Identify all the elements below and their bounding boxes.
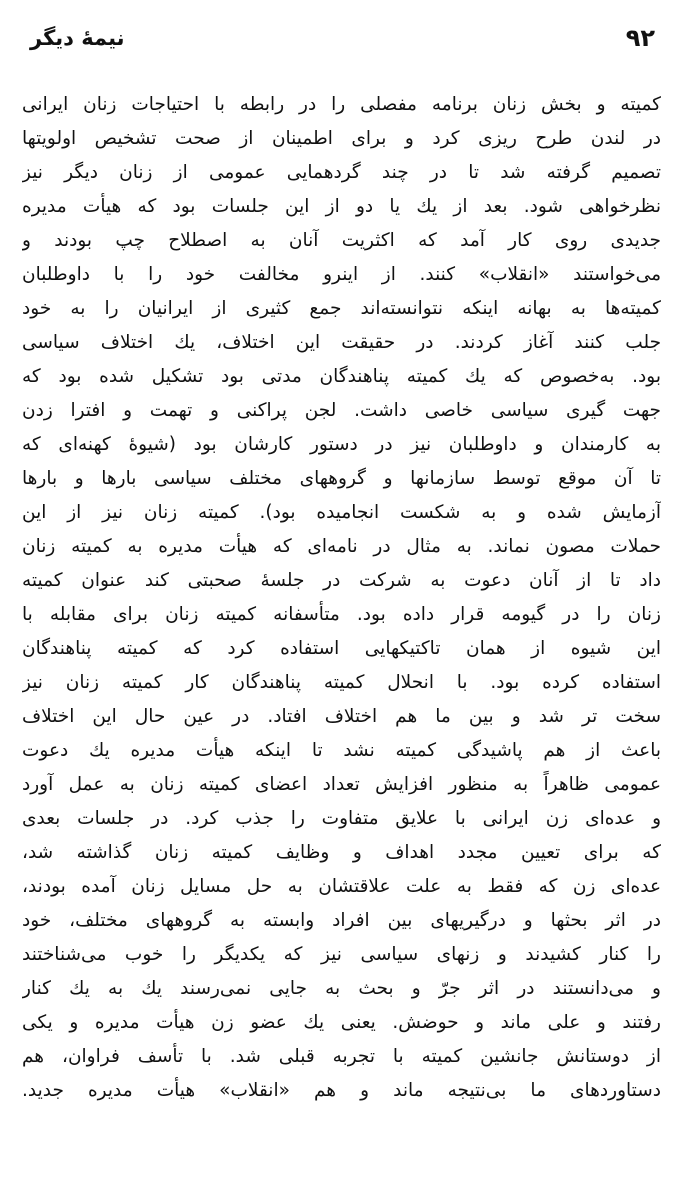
text-line: دستاوردهای ما بی‌نتیجه ماند و هم «انقلاب» هیأت مدیره جدید.: [22, 1080, 661, 1101]
text-line: از دوستانش جانشین کمیته با تجربه قبلی شد. با تأسف فراوان، هم: [22, 1046, 661, 1067]
text-line: حملات مصون نماند. به مثال در نامه‌ای که هیأت مدیره به کمیته زنان: [22, 536, 661, 557]
text-line: که برای تعیین مجدد اهداف و وظایف کمیته زنان گذاشته شد،: [22, 842, 661, 863]
text-line: این شیوه از همان تاکتیکهایی استفاده کرد که کمیته پناهندگان: [22, 638, 661, 659]
text-line: نظرخواهی شود. بعد از یك یا دو از این جلسات بود که هیأت مدیره: [22, 196, 661, 217]
text-line: رفتند و علی ماند و حوضش. یعنی یك عضو زن هیأت مدیره و یکی: [22, 1012, 661, 1033]
text-line: به کارمندان و داوطلبان نیز در دستور کارشان بود (شیوهٔ کهنه‌ای که: [22, 434, 661, 455]
text-line: جهت گیری سیاسی خاصی داشت. لجن پراکنی و تهمت و افترا زدن: [22, 400, 661, 421]
text-line: و عده‌ای زن ایرانی با علایق متفاوت را جذب کرد. در جلسات بعدی: [22, 808, 661, 829]
book-title: نیمهٔ دیگر: [30, 26, 125, 50]
text-line: و می‌دانستند در اثر جرّ و بحث به جایی نمی‌رسند یك به یك کنار: [22, 978, 661, 999]
text-line: در لندن طرح ریزی کرد و برای اطمینان از صحت تشخیص اولویتها: [22, 128, 661, 149]
text-line: را کنار کشیدند و زنهای سیاسی نیز که یکدیگر را خوب می‌شناختند: [22, 944, 661, 965]
text-line: زنان را در گیومه قرار داده بود. متأسفانه کمیته زنان برای مقابله با: [22, 604, 661, 625]
text-line: استفاده کرده بود. با انحلال کمیته پناهندگان کار کمیته زنان نیز: [22, 672, 661, 693]
text-line: بود. به‌خصوص که یك کمیته پناهندگان مدتی بود تشکیل شده بود که: [22, 366, 661, 387]
text-line: سخت تر شد و بین ما هم اختلاف افتاد. در عین حال این اختلاف: [22, 706, 661, 727]
text-line: آزمایش شده و به شکست انجامیده بود). کمیته زنان نیز از این: [22, 502, 661, 523]
body-paragraph: [22, 88, 661, 1108]
text-line: تا آن موقع توسط سازمانها و گروههای مختلف سیاسی بارها و بارها: [22, 468, 661, 489]
text-line: باعث از هم پاشیدگی کمیته نشد تا اینکه هیأت مدیره یك دعوت: [22, 740, 661, 761]
text-line: می‌خواستند «انقلاب» کنند. از اینرو مخالفت خود را با داوطلبان: [22, 264, 661, 285]
page-number: ۹۲: [625, 24, 655, 52]
text-line: تصمیم گرفته شد تا در چند گردهمایی عمومی از زنان دیگر نیز: [22, 162, 661, 183]
text-line: عده‌ای زن که فقط به علت علاقتشان به حل مسایل زنان آمده بودند،: [22, 876, 661, 897]
text-line: داد تا از آنان دعوت به شرکت در جلسهٔ صحبتی کند عنوان کمیته: [22, 570, 661, 591]
text-line: کمیته و بخش زنان برنامه مفصلی را در رابطه با احتیاجات زنان ایرانی: [22, 94, 661, 115]
text-line: در اثر بحثها و درگیریهای بین افراد وابسته به گروههای مختلف، خود: [22, 910, 661, 931]
text-line: کمیته‌ها به بهانه اینکه نتوانسته‌اند جمع کثیری از ایرانیان را به خود: [22, 298, 661, 319]
text-line: جدیدی روی کار آمد که اکثریت آنان به اصطلاح چپ بودند و: [22, 230, 661, 251]
running-head: [22, 18, 663, 58]
text-line: جلب کنند آغاز کردند. در حقیقت این اختلاف، یك اختلاف سیاسی: [22, 332, 661, 353]
text-line: عمومی ظاهراً به منظور افزایش تعداد اعضای کمیته زنان به عمل آورد: [22, 774, 661, 795]
